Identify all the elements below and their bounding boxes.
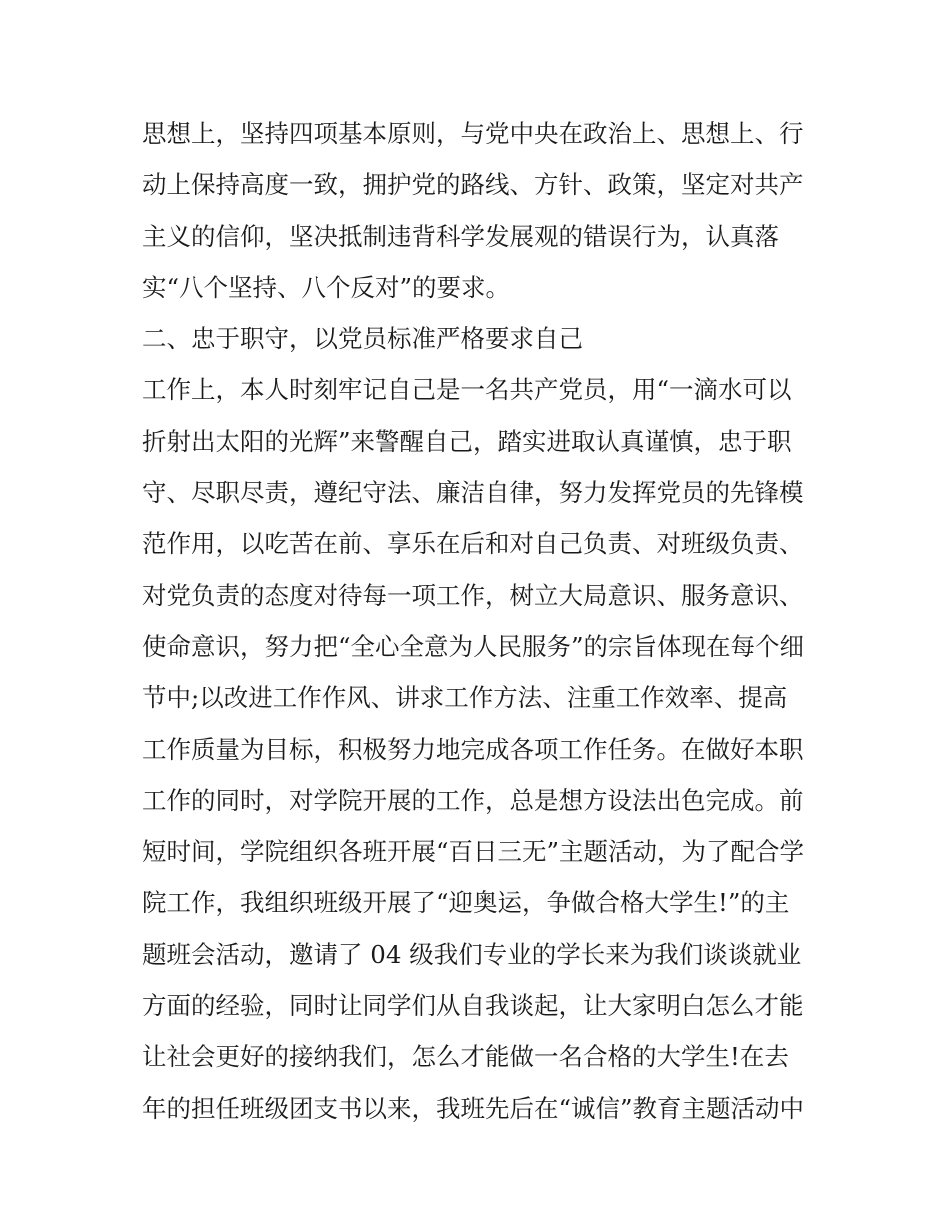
text-line: 实“八个坚持、八个反对”的要求。 <box>142 272 511 302</box>
text-line: 题班会活动，邀请了 04 级我们专业的学长来为我们谈谈就业 <box>142 939 802 969</box>
text-line: 对党负责的态度对待每一项工作，树立大局意识、服务意识、 <box>142 580 804 610</box>
text-line: 工作上，本人时刻牢记自己是一名共产党员，用“一滴水可以 <box>142 375 792 405</box>
text-line: 思想上，坚持四项基本原则，与党中央在政治上、思想上、行 <box>142 119 804 148</box>
body-text <box>142 108 817 1134</box>
text-line: 折射出太阳的光辉”来警醒自己，踏实进取认真谨慎，忠于职 <box>142 426 792 456</box>
text-line: 年的担任班级团支书以来，我班先后在“诚信”教育主题活动中 <box>142 1093 805 1123</box>
text-line: 工作的同时，对学院开展的工作，总是想方设法出色完成。前 <box>142 785 804 815</box>
text-line: 节中;以改进工作作风、讲求工作方法、注重工作效率、提高 <box>142 683 788 713</box>
text-line: 方面的经验，同时让同学们从自我谈起，让大家明白怎么才能 <box>142 991 804 1021</box>
text-line: 使命意识，努力把“全心全意为人民服务”的宗旨体现在每个细 <box>142 631 805 661</box>
text-line: 院工作，我组织班级开展了“迎奥运，争做合格大学生!”的主 <box>142 888 790 918</box>
text-line: 让社会更好的接纳我们，怎么才能做一名合格的大学生!在去 <box>142 1042 789 1072</box>
text-line: 守、尽职尽责，遵纪守法、廉洁自律，努力发挥党员的先锋模 <box>142 478 804 508</box>
text-line: 主义的信仰，坚决抵制违背科学发展观的错误行为，认真落 <box>142 221 779 251</box>
text-line: 范作用，以吃苦在前、享乐在后和对自己负责、对班级负责、 <box>142 529 804 559</box>
text-line: 短时间，学院组织各班开展“百日三无”主题活动，为了配合学 <box>142 837 805 867</box>
text-line: 动上保持高度一致，拥护党的路线、方针、政策，坚定对共产 <box>142 170 804 200</box>
text-line: 工作质量为目标，积极努力地完成各项工作任务。在做好本职 <box>142 734 804 764</box>
section-heading: 二、忠于职守，以党员标准严格要求自己 <box>142 324 583 354</box>
